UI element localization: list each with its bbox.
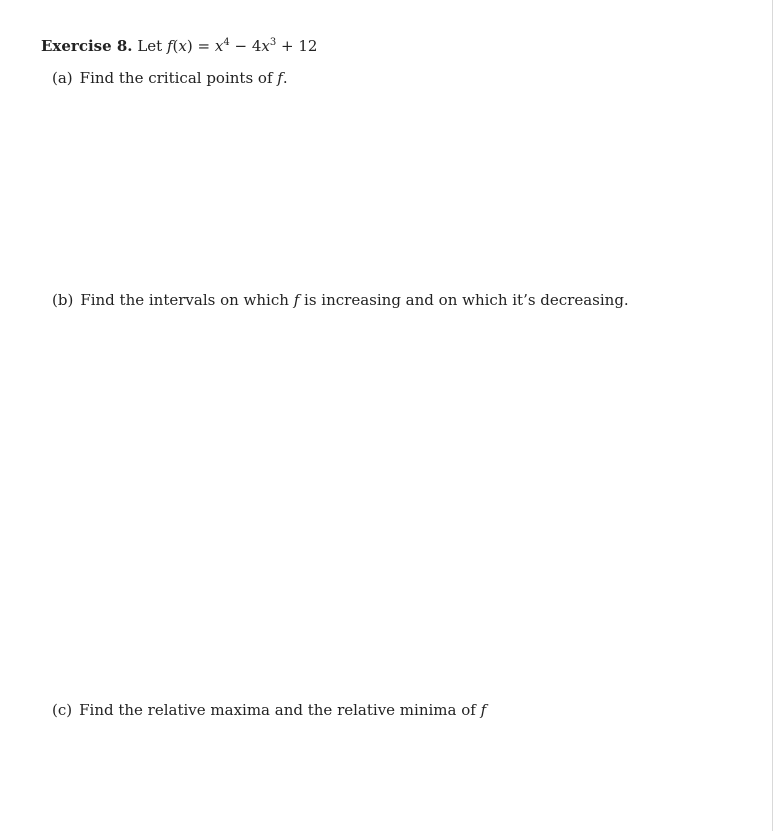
minus-sign: − <box>234 37 248 55</box>
part-a <box>52 68 288 88</box>
part-a-suffix: . <box>282 69 288 87</box>
part-c-symbol: f <box>480 701 487 719</box>
part-c-label: (c) <box>52 701 73 719</box>
part-c <box>52 700 486 720</box>
part-a-label: (a) <box>52 69 73 87</box>
term2-base: x <box>261 37 270 55</box>
equals-sign: = <box>197 37 211 55</box>
part-c-text: Find the relative maxima and the relative minima of <box>79 701 476 719</box>
part-a-text: Find the critical points of <box>79 69 273 87</box>
term1-base: x <box>214 37 224 55</box>
constant-term: 12 <box>298 37 318 55</box>
exercise-intro: Let <box>137 37 163 55</box>
function-name: f <box>166 37 173 55</box>
plus-sign: + <box>281 37 294 55</box>
part-b-text-after: is increasing and on which it’s decreasing. <box>304 291 629 309</box>
function-variable: x <box>178 37 187 55</box>
exercise-header <box>41 36 317 56</box>
open-paren: ( <box>172 37 179 55</box>
part-a-symbol: f <box>277 69 283 87</box>
part-b-text-before: Find the intervals on which <box>80 291 289 309</box>
close-paren: ) <box>186 37 193 55</box>
part-b-symbol: f <box>293 291 300 309</box>
exercise-number: Exercise 8. <box>41 37 133 55</box>
part-b-label: (b) <box>52 291 74 309</box>
term2-coefficient: 4 <box>251 37 262 55</box>
term1-exponent: 4 <box>223 37 230 48</box>
term2-exponent: 3 <box>269 37 277 48</box>
part-b <box>52 290 629 310</box>
